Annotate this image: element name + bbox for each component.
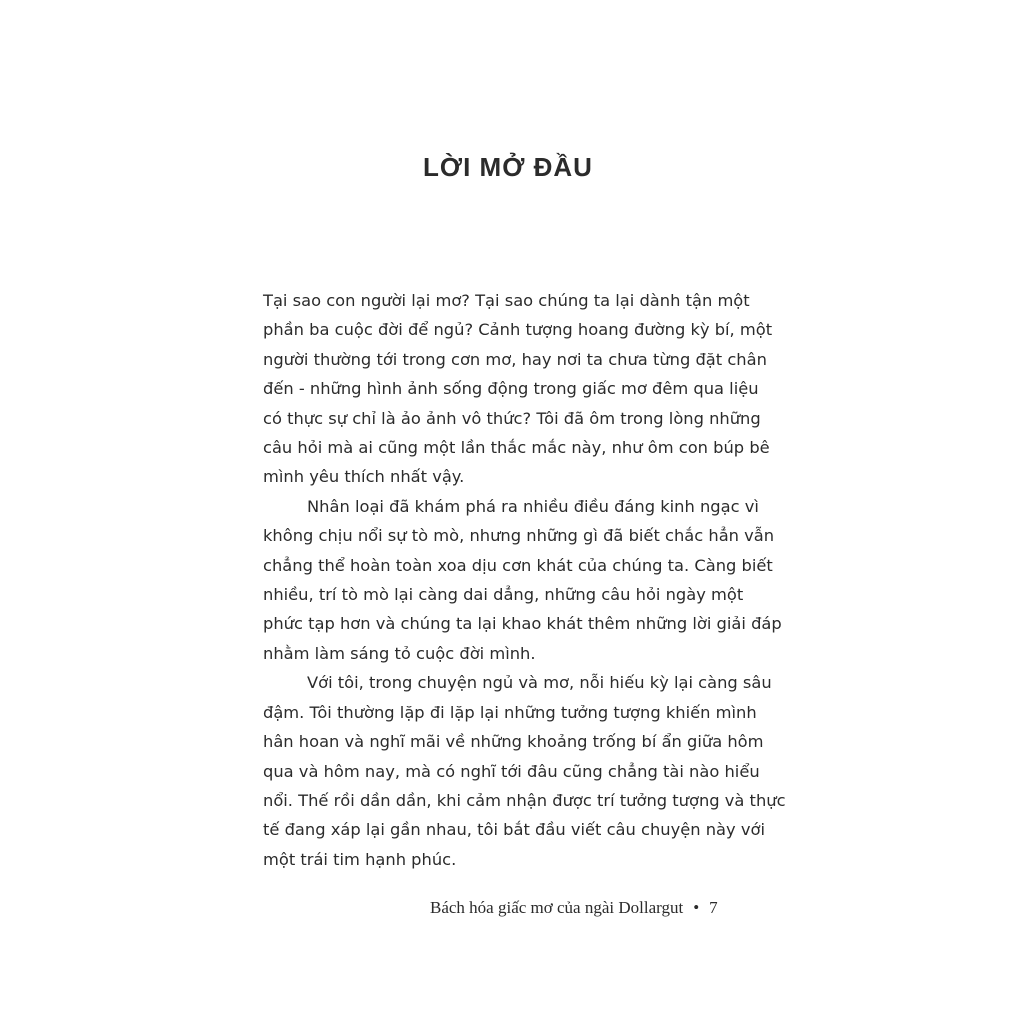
text-line: nhiều, trí tò mò lại càng dai dẳng, những câu hỏi ngày một xyxy=(263,585,744,605)
paragraph-1 xyxy=(263,286,773,492)
text-line: đến - những hình ảnh sống động trong giấc mơ đêm qua liệu xyxy=(263,379,759,399)
page-number: 7 xyxy=(709,898,718,917)
text-line: Tại sao con người lại mơ? Tại sao chúng ta lại dành tận một xyxy=(263,291,750,310)
chapter-title: LỜI MỞ ĐẦU xyxy=(423,152,593,182)
text-line: có thực sự chỉ là ảo ảnh vô thức? Tôi đã ôm trong lòng những xyxy=(263,408,761,428)
text-line: phần ba cuộc đời để ngủ? Cảnh tượng hoang đường kỳ bí, một xyxy=(263,320,773,340)
text-line: người thường tới trong cơn mơ, hay nơi ta chưa từng đặt chân xyxy=(263,349,767,369)
paragraph-2 xyxy=(263,492,782,668)
footer-separator: • xyxy=(693,898,700,917)
text-line: Nhân loại đã khám phá ra nhiều điều đáng kinh ngạc vì xyxy=(307,496,759,516)
text-line: một trái tim hạnh phúc. xyxy=(263,849,457,869)
paragraph-3 xyxy=(263,668,786,874)
text-line: đậm. Tôi thường lặp đi lặp lại những tưởng tượng khiến mình xyxy=(263,702,757,722)
text-line: không chịu nổi sự tò mò, nhưng những gì đã biết chắc hẳn vẫn xyxy=(263,526,775,546)
text-line: Với tôi, trong chuyện ngủ và mơ, nỗi hiếu kỳ lại càng sâu xyxy=(307,673,772,693)
text-line: qua và hôm nay, mà có nghĩ tới đâu cũng chẳng tài nào hiểu xyxy=(263,761,760,781)
body-text xyxy=(263,286,786,874)
text-line: nổi. Thế rồi dần dần, khi cảm nhận được trí tưởng tượng và thực xyxy=(263,790,786,810)
text-line: hân hoan và nghĩ mãi về những khoảng trống bí ẩn giữa hôm xyxy=(263,732,764,752)
running-footer xyxy=(430,898,760,918)
text-line: nhằm làm sáng tỏ cuộc đời mình. xyxy=(263,643,536,663)
footer-book-title: Bách hóa giấc mơ của ngài Dollargut xyxy=(430,898,684,917)
text-line: phức tạp hơn và chúng ta lại khao khát thêm những lời giải đáp xyxy=(263,614,782,634)
text-line: câu hỏi mà ai cũng một lần thắc mắc này, như ôm con búp bê xyxy=(263,438,770,458)
text-line: tế đang xáp lại gần nhau, tôi bắt đầu viết câu chuyện này với xyxy=(263,820,765,840)
text-line: mình yêu thích nhất vậy. xyxy=(263,467,465,487)
text-line: chẳng thể hoàn toàn xoa dịu cơn khát của chúng ta. Càng biết xyxy=(263,555,773,575)
